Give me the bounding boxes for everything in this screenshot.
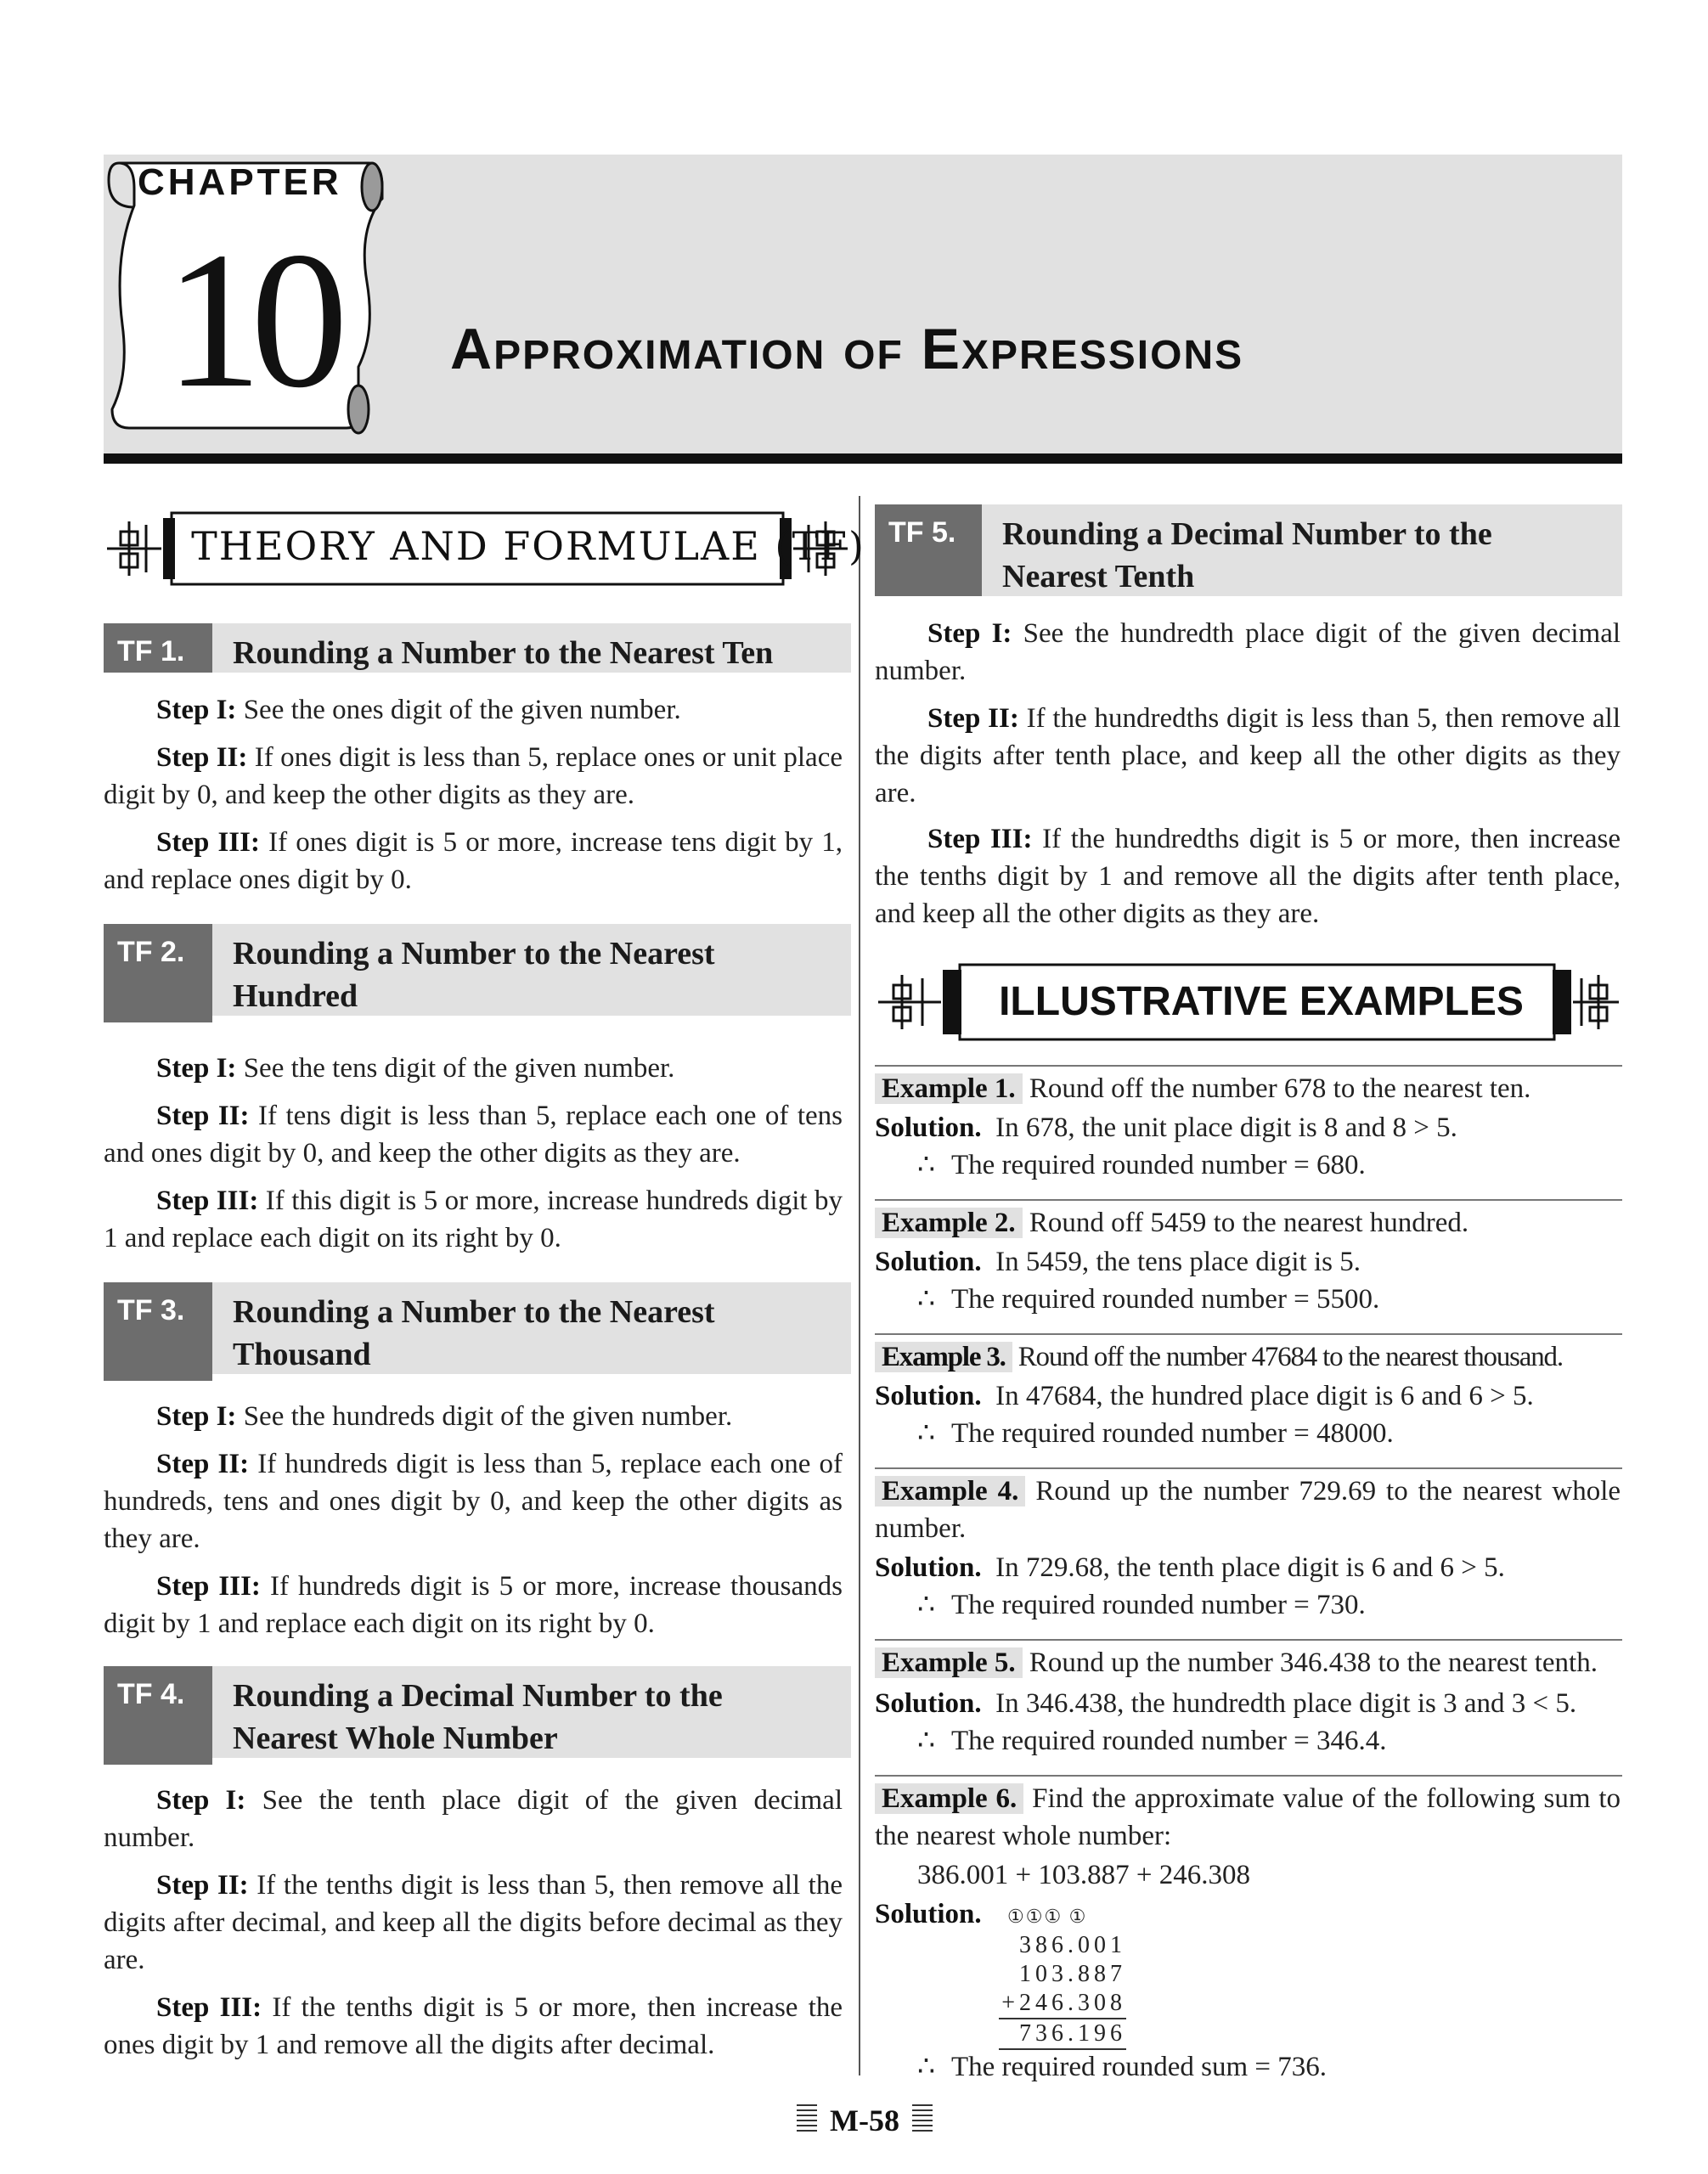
tf1-step-2: Step II: If ones digit is less than 5, replace ones or unit place digit by 0, and keep the other digits as they are. — [104, 742, 843, 810]
theory-banner-text: THEORY AND FORMULAE (TF) — [191, 523, 865, 569]
chapter-label: CHAPTER — [138, 161, 342, 203]
tf3-badge: TF 3. — [104, 1282, 212, 1381]
therefore-icon: ∴ — [917, 1726, 935, 1756]
example-3-answer: ∴ The required rounded number = 48000. — [917, 1415, 1394, 1452]
examples-banner — [875, 960, 1622, 1045]
tf1-step-1: Step I: See the ones digit of the given number. — [156, 695, 681, 725]
column-divider — [859, 496, 860, 2075]
tf1-badge: TF 1. — [104, 623, 212, 673]
example-6-answer: ∴ The required rounded sum = 736. — [917, 2048, 1327, 2086]
chapter-title: Approximation of Expressions — [450, 317, 1244, 381]
tf3-step-2: Step II: If hundreds digit is less than 5, replace each one of hundreds, tens and ones digit by 0, and keep the other digits as they are. — [104, 1449, 843, 1554]
tf5-title: Rounding a Decimal Number to the Nearest Tenth — [982, 504, 1622, 596]
example-6-solution-label: Solution. — [875, 1899, 982, 1929]
example-2-solution: Solution. In 5459, the tens place digit is 5. — [875, 1247, 1361, 1277]
example-divider — [875, 1639, 1622, 1641]
examples-banner-text: ILLUSTRATIVE EXAMPLES — [999, 979, 1524, 1024]
example-5-solution: Solution. In 346.438, the hundredth place digit is 3 and 3 < 5. — [875, 1688, 1577, 1719]
tf2-step-1: Step I: See the tens digit of the given number. — [156, 1053, 675, 1084]
example-divider — [875, 1775, 1622, 1777]
example-6-calculation — [999, 1902, 1126, 2050]
calc-row: 103.887 — [1019, 1961, 1126, 1987]
therefore-icon: ∴ — [917, 1590, 935, 1620]
example-divider — [875, 1333, 1622, 1335]
tf2-step-2: Step II: If tens digit is less than 5, replace each one of tens and ones digit by 0, and keep the other digits as they are. — [104, 1101, 843, 1169]
tf5-step-2: Step II: If the hundredths digit is less than 5, then remove all the digits after tenth place, and keep all the other digits as they are. — [875, 703, 1621, 808]
carry-digits: ①①① ① — [1007, 1906, 1088, 1927]
tf5-step-1: Step I: See the hundredth place digit of the given decimal number. — [875, 618, 1621, 686]
tf2-step-3: Step III: If this digit is 5 or more, increase hundreds digit by 1 and replace each digit on its right by 0. — [104, 1186, 843, 1253]
tf3-step-3: Step III: If hundreds digit is 5 or more, increase thousands digit by 1 and replace each digit on its right by 0. — [104, 1571, 843, 1639]
example-5-question: Example 5. Round up the number 346.438 to the nearest tenth. — [875, 1644, 1598, 1681]
tf3-step-1: Step I: See the hundreds digit of the given number. — [156, 1401, 733, 1432]
example-1-solution: Solution. In 678, the unit place digit is 8 and 8 > 5. — [875, 1112, 1457, 1143]
example-2-question: Example 2. Round off 5459 to the nearest hundred. — [875, 1204, 1468, 1242]
tf3-title: Rounding a Number to the Nearest Thousand — [212, 1282, 851, 1374]
example-6-question: Example 6. Find the approximate value of the following sum to the nearest whole number: — [875, 1783, 1621, 1851]
page-number-ornament — [912, 2104, 933, 2135]
example-divider — [875, 1065, 1622, 1067]
tf5-badge: TF 5. — [875, 504, 982, 596]
example-6-expression: 386.001 + 103.887 + 246.308 — [917, 1860, 1250, 1890]
example-2-answer: ∴ The required rounded number = 5500. — [917, 1281, 1379, 1318]
example-3-solution: Solution. In 47684, the hundred place digit is 6 and 6 > 5. — [875, 1381, 1534, 1411]
calc-row: 736.196 — [999, 2019, 1126, 2050]
example-4-answer: ∴ The required rounded number = 730. — [917, 1586, 1366, 1624]
tf1-step-3: Step III: If ones digit is 5 or more, increase tens digit by 1, and replace ones digit by 0. — [104, 827, 843, 895]
tf4-step-3: Step III: If the tenths digit is 5 or more, then increase the ones digit by 1 and remove all the digits after decimal. — [104, 1992, 843, 2060]
tf4-step-2: Step II: If the tenths digit is less than 5, then remove all the digits after decimal, and keep all the digits before decimal as they are. — [104, 1870, 843, 1975]
example-5-answer: ∴ The required rounded number = 346.4. — [917, 1722, 1387, 1760]
example-divider — [875, 1199, 1622, 1201]
example-4-question: Example 4. Round up the number 729.69 to the nearest whole number. — [875, 1476, 1621, 1544]
therefore-icon: ∴ — [917, 1284, 935, 1315]
calc-row: 386.001 — [1019, 1932, 1126, 1958]
example-3-question: Example 3. Round off the number 47684 to the nearest thousand. — [875, 1338, 1563, 1376]
example-4-solution: Solution. In 729.68, the tenth place digit is 6 and 6 > 5. — [875, 1552, 1505, 1583]
tf4-step-1: Step I: See the tenth place digit of the given decimal number. — [104, 1785, 843, 1853]
page-number: M-58 — [830, 2104, 899, 2137]
tf4-badge: TF 4. — [104, 1666, 212, 1765]
therefore-icon: ∴ — [917, 1150, 935, 1180]
header-divider — [104, 453, 1622, 464]
example-1-question: Example 1. Round off the number 678 to the nearest ten. — [875, 1070, 1530, 1107]
example-divider — [875, 1467, 1622, 1469]
theory-banner — [104, 506, 865, 591]
example-1-answer: ∴ The required rounded number = 680. — [917, 1146, 1366, 1184]
tf4-title: Rounding a Decimal Number to the Nearest Whole Number — [212, 1666, 851, 1758]
tf5-step-3: Step III: If the hundredths digit is 5 or more, then increase the tenths digit by 1 and remove all the digits after tenth place, and keep all the other digits as they are. — [875, 824, 1621, 929]
tf2-badge: TF 2. — [104, 924, 212, 1022]
therefore-icon: ∴ — [917, 1418, 935, 1449]
therefore-icon: ∴ — [917, 2052, 935, 2082]
tf1-title: Rounding a Number to the Nearest Ten — [212, 623, 851, 673]
calc-row: +246.308 — [999, 1989, 1126, 2019]
tf2-title: Rounding a Number to the Nearest Hundred — [212, 924, 851, 1016]
chapter-number: 10 — [165, 211, 336, 428]
